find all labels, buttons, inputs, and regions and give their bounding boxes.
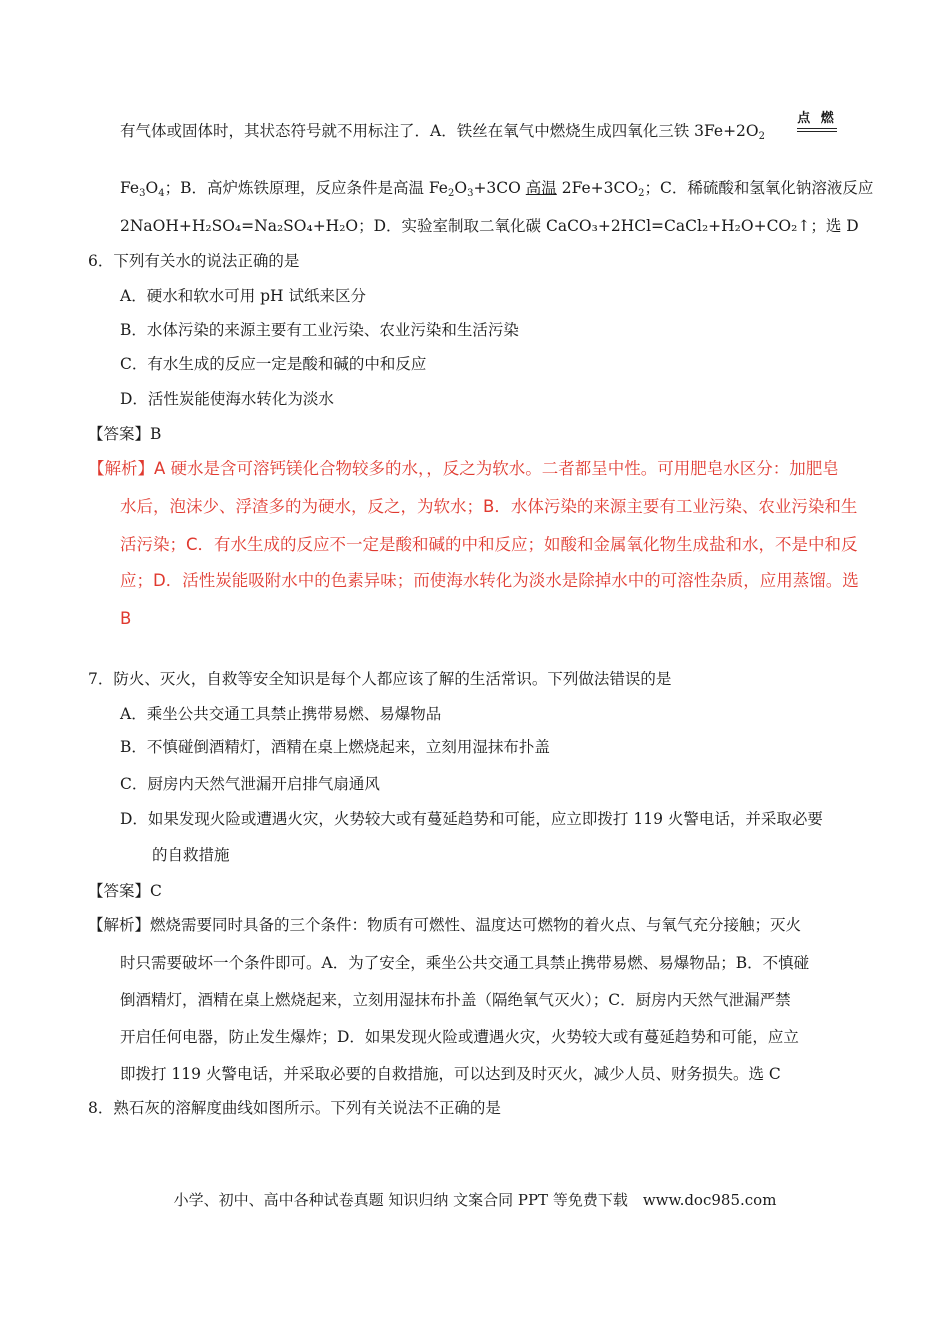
q7-option-d: D．如果发现火险或遭遇火灾，火势较大或有蔓延趋势和可能，应立即拨打 119 火警电话，并采取必要	[120, 810, 823, 828]
reaction-condition	[797, 112, 837, 132]
q6-stem: 6．下列有关水的说法正确的是	[88, 252, 300, 270]
q5-l2-condition: 高温	[525, 179, 557, 197]
q7-analysis-line-1: 【解析】燃烧需要同时具备的三个条件：物质有可燃性、温度达可燃物的着火点、与氧气充分接触；灭火	[88, 916, 802, 934]
q7-analysis-line-5: 即拨打 119 火警电话，并采取必要的自救措施，可以达到及时灭火，减少人员、财务损失。选 C	[120, 1065, 781, 1083]
q5-analysis-line-1	[120, 120, 765, 142]
q5-l2-e: ；B．高炉炼铁原理，反应条件是高温 Fe	[164, 179, 448, 197]
q6-option-a: A．硬水和软水可用 pH 试纸来区分	[120, 287, 366, 305]
q7-option-c: C．厨房内天然气泄漏开启排气扇通风	[120, 775, 380, 793]
q6-answer: 【答案】B	[88, 425, 162, 443]
q6-analysis-line-5: B	[120, 609, 132, 628]
q5-l2-b: 3	[139, 188, 146, 199]
q5-line1-sub: 2	[758, 131, 765, 142]
reaction-condition-label: 点 燃	[797, 111, 837, 126]
q7-option-a: A．乘坐公共交通工具禁止携带易燃、易爆物品	[120, 705, 442, 723]
q5-l2-d: 4	[158, 188, 165, 199]
q5-analysis-line-3: 2NaOH+H₂SO₄=Na₂SO₄+H₂O；D．实验室制取二氧化碳 CaCO₃+2HCl=CaCl₂+H₂O+CO₂↑；选 D	[120, 217, 859, 235]
q6-analysis-line-3: 活污染；C．有水生成的反应不一定是酸和碱的中和反应；如酸和金属氧化物生成盐和水，不是中和反	[120, 535, 858, 554]
q5-line1-text: 有气体或固体时，其状态符号就不用标注了．A．铁丝在氧气中燃烧生成四氧化三铁 3Fe+2O	[120, 122, 759, 140]
q8-stem: 8．熟石灰的溶解度曲线如图所示。下列有关说法不正确的是	[88, 1099, 501, 1117]
q5-analysis-line-2	[120, 177, 873, 199]
q5-l2-a: Fe	[120, 179, 140, 197]
q7-analysis-line-3: 倒酒精灯，酒精在桌上燃烧起来，立刻用湿抹布扑盖（隔绝氧气灭火）；C．厨房内天然气泄漏严禁	[120, 991, 791, 1009]
q6-option-b: B．水体污染的来源主要有工业污染、农业污染和生活污染	[120, 321, 519, 339]
q5-l2-g: O	[454, 179, 468, 197]
page-footer: 小学、初中、高中各种试卷真题 知识归纳 文案合同 PPT 等免费下载 www.doc985.com	[173, 1191, 777, 1209]
q5-l2-f: 2	[447, 188, 455, 199]
q5-l2-k: 2Fe+3CO	[556, 179, 639, 197]
q6-analysis-line-2: 水后，泡沫少、浮渣多的为硬水，反之，为软水；B．水体污染的来源主要有工业污染、农业污染和生	[120, 497, 858, 516]
q7-option-b: B．不慎碰倒酒精灯，酒精在桌上燃烧起来，立刻用湿抹布扑盖	[120, 738, 550, 756]
reaction-arrow-line-2	[797, 131, 837, 132]
q5-l2-i: +3CO	[473, 179, 526, 197]
q6-analysis-line-4: 应；D．活性炭能吸附水中的色素异味；而使海水转化为淡水是除掉水中的可溶性杂质，应用蒸馏。选	[120, 571, 859, 590]
q7-analysis-line-2: 时只需要破坏一个条件即可。A．为了安全，乘坐公共交通工具禁止携带易燃、易爆物品；B．不慎碰	[120, 954, 810, 972]
reaction-arrow-line	[797, 128, 837, 129]
q5-l2-c: O	[145, 179, 159, 197]
q5-l2-h: 3	[467, 188, 474, 199]
q7-stem: 7．防火、灭火，自救等安全知识是每个人都应该了解的生活常识。下列做法错误的是	[88, 670, 672, 688]
q6-option-d: D．活性炭能使海水转化为淡水	[120, 390, 334, 408]
q7-answer: 【答案】C	[88, 882, 162, 900]
q6-analysis-line-1: 【解析】A 硬水是含可溶钙镁化合物较多的水，，反之为软水。二者都呈中性。可用肥皂水区分：加肥皂	[88, 459, 839, 478]
q6-option-c: C．有水生成的反应一定是酸和碱的中和反应	[120, 355, 427, 373]
q7-analysis-line-4: 开启任何电器，防止发生爆炸；D．如果发现火险或遭遇火灾，火势较大或有蔓延趋势和可能，应立	[120, 1028, 799, 1046]
q5-l2-l: 2	[638, 188, 645, 199]
q7-option-d-cont: 的自救措施	[152, 846, 230, 864]
q5-l2-m: ；C．稀硫酸和氢氧化钠溶液反应	[644, 179, 874, 197]
